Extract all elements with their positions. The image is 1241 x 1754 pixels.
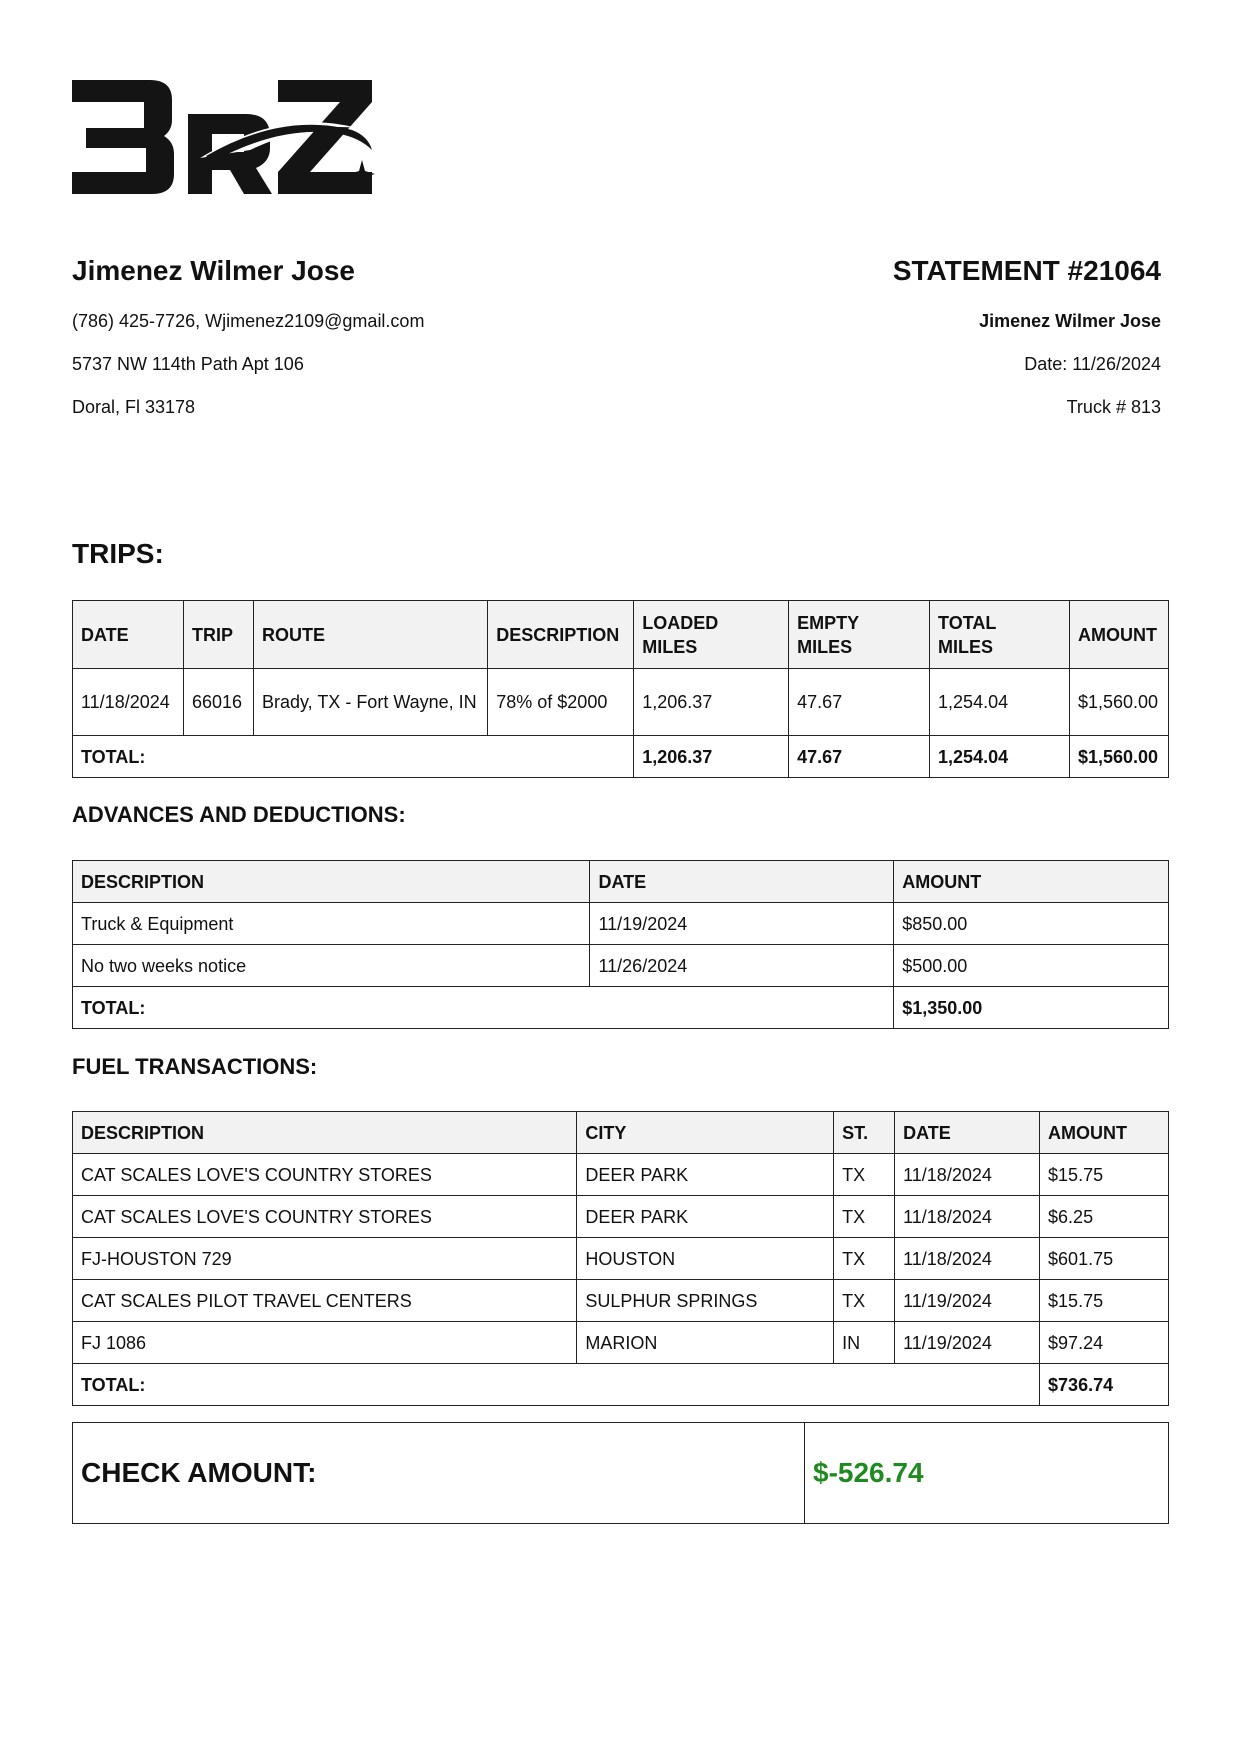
trip-date: 11/18/2024 bbox=[73, 669, 184, 736]
fuel-date: 11/18/2024 bbox=[895, 1154, 1040, 1196]
advances-col-description: DESCRIPTION bbox=[73, 861, 590, 903]
fuel-state: TX bbox=[834, 1238, 895, 1280]
trip-route: Brady, TX - Fort Wayne, IN bbox=[253, 669, 487, 736]
trips-col-loaded-miles: LOADED MILES bbox=[634, 601, 789, 669]
fuel-date: 11/19/2024 bbox=[895, 1280, 1040, 1322]
fuel-amount: $15.75 bbox=[1040, 1280, 1169, 1322]
check-amount-value: $-526.74 bbox=[813, 1457, 924, 1488]
statement-name: Jimenez Wilmer Jose bbox=[979, 311, 1161, 331]
fuel-description: CAT SCALES LOVE'S COUNTRY STORES bbox=[73, 1154, 577, 1196]
advances-total-label: TOTAL: bbox=[73, 987, 894, 1029]
table-row bbox=[73, 1238, 1169, 1280]
advances-total-amount: $1,350.00 bbox=[894, 987, 1169, 1029]
trips-header-row bbox=[73, 601, 1169, 669]
driver-contact: (786) 425-7726, Wjimenez2109@gmail.com bbox=[72, 311, 425, 331]
advance-amount: $500.00 bbox=[894, 945, 1169, 987]
fuel-description: FJ-HOUSTON 729 bbox=[73, 1238, 577, 1280]
fuel-total-amount: $736.74 bbox=[1040, 1364, 1169, 1406]
trip-number: 66016 bbox=[183, 669, 253, 736]
advances-col-amount: AMOUNT bbox=[894, 861, 1169, 903]
advance-date: 11/19/2024 bbox=[590, 903, 894, 945]
trip-empty-miles: 47.67 bbox=[789, 669, 930, 736]
fuel-state: IN bbox=[834, 1322, 895, 1364]
advance-amount: $850.00 bbox=[894, 903, 1169, 945]
table-row bbox=[73, 1280, 1169, 1322]
table-row bbox=[73, 945, 1169, 987]
trips-col-total-miles: TOTAL MILES bbox=[930, 601, 1070, 669]
trips-col-trip: TRIP bbox=[183, 601, 253, 669]
trip-amount: $1,560.00 bbox=[1069, 669, 1168, 736]
statement-info bbox=[601, 254, 1161, 417]
trips-total-loaded: 1,206.37 bbox=[634, 736, 789, 778]
check-amount-box bbox=[72, 1422, 1169, 1524]
fuel-city: SULPHUR SPRINGS bbox=[577, 1280, 834, 1322]
trip-loaded-miles: 1,206.37 bbox=[634, 669, 789, 736]
fuel-state: TX bbox=[834, 1154, 895, 1196]
fuel-amount: $601.75 bbox=[1040, 1238, 1169, 1280]
fuel-col-amount: AMOUNT bbox=[1040, 1112, 1169, 1154]
fuel-city: DEER PARK bbox=[577, 1196, 834, 1238]
driver-info bbox=[72, 254, 632, 417]
advances-header-row bbox=[73, 861, 1169, 903]
trips-total-amount: $1,560.00 bbox=[1069, 736, 1168, 778]
fuel-amount: $15.75 bbox=[1040, 1154, 1169, 1196]
driver-name: Jimenez Wilmer Jose bbox=[72, 255, 355, 286]
advances-col-date: DATE bbox=[590, 861, 894, 903]
fuel-date: 11/18/2024 bbox=[895, 1238, 1040, 1280]
fuel-table bbox=[72, 1111, 1169, 1406]
fuel-description: FJ 1086 bbox=[73, 1322, 577, 1364]
trips-table bbox=[72, 600, 1169, 778]
trips-col-description: DESCRIPTION bbox=[488, 601, 634, 669]
driver-address-line2: Doral, Fl 33178 bbox=[72, 397, 196, 417]
trips-col-date: DATE bbox=[73, 601, 184, 669]
fuel-col-description: DESCRIPTION bbox=[73, 1112, 577, 1154]
trips-col-amount: AMOUNT bbox=[1069, 601, 1168, 669]
fuel-city: MARION bbox=[577, 1322, 834, 1364]
statement-title: STATEMENT #21064 bbox=[892, 255, 1161, 286]
advance-date: 11/26/2024 bbox=[590, 945, 894, 987]
trips-col-empty-miles: EMPTY MILES bbox=[789, 601, 930, 669]
fuel-state: TX bbox=[834, 1196, 895, 1238]
table-row bbox=[73, 1196, 1169, 1238]
trip-description: 78% of $2000 bbox=[488, 669, 634, 736]
fuel-col-state: ST. bbox=[834, 1112, 895, 1154]
fuel-col-city: CITY bbox=[577, 1112, 834, 1154]
fuel-header-row bbox=[73, 1112, 1169, 1154]
trips-title: TRIPS: bbox=[72, 538, 164, 569]
fuel-city: HOUSTON bbox=[577, 1238, 834, 1280]
trips-total-row bbox=[73, 736, 1169, 778]
fuel-description: CAT SCALES PILOT TRAVEL CENTERS bbox=[73, 1280, 577, 1322]
fuel-date: 11/18/2024 bbox=[895, 1196, 1040, 1238]
trips-total-empty: 47.67 bbox=[789, 736, 930, 778]
brz-logo bbox=[72, 78, 392, 196]
advances-table bbox=[72, 860, 1169, 1029]
fuel-date: 11/19/2024 bbox=[895, 1322, 1040, 1364]
fuel-total-row bbox=[73, 1364, 1169, 1406]
check-amount-label: CHECK AMOUNT: bbox=[73, 1423, 805, 1523]
trips-total-miles: 1,254.04 bbox=[930, 736, 1070, 778]
fuel-total-label: TOTAL: bbox=[73, 1364, 1040, 1406]
table-row bbox=[73, 903, 1169, 945]
advances-title: ADVANCES AND DEDUCTIONS: bbox=[72, 802, 406, 827]
fuel-amount: $97.24 bbox=[1040, 1322, 1169, 1364]
advance-description: No two weeks notice bbox=[73, 945, 590, 987]
table-row bbox=[73, 669, 1169, 736]
fuel-title: FUEL TRANSACTIONS: bbox=[72, 1054, 318, 1079]
trips-total-label: TOTAL: bbox=[73, 736, 634, 778]
advances-total-row bbox=[73, 987, 1169, 1029]
trips-col-route: ROUTE bbox=[253, 601, 487, 669]
table-row bbox=[73, 1154, 1169, 1196]
fuel-description: CAT SCALES LOVE'S COUNTRY STORES bbox=[73, 1196, 577, 1238]
fuel-city: DEER PARK bbox=[577, 1154, 834, 1196]
statement-truck: Truck # 813 bbox=[1066, 397, 1161, 417]
table-row bbox=[73, 1322, 1169, 1364]
fuel-col-date: DATE bbox=[895, 1112, 1040, 1154]
trip-total-miles: 1,254.04 bbox=[930, 669, 1070, 736]
statement-date: Date: 11/26/2024 bbox=[1024, 354, 1161, 374]
fuel-state: TX bbox=[834, 1280, 895, 1322]
fuel-amount: $6.25 bbox=[1040, 1196, 1169, 1238]
advance-description: Truck & Equipment bbox=[73, 903, 590, 945]
driver-address-line1: 5737 NW 114th Path Apt 106 bbox=[72, 354, 304, 374]
